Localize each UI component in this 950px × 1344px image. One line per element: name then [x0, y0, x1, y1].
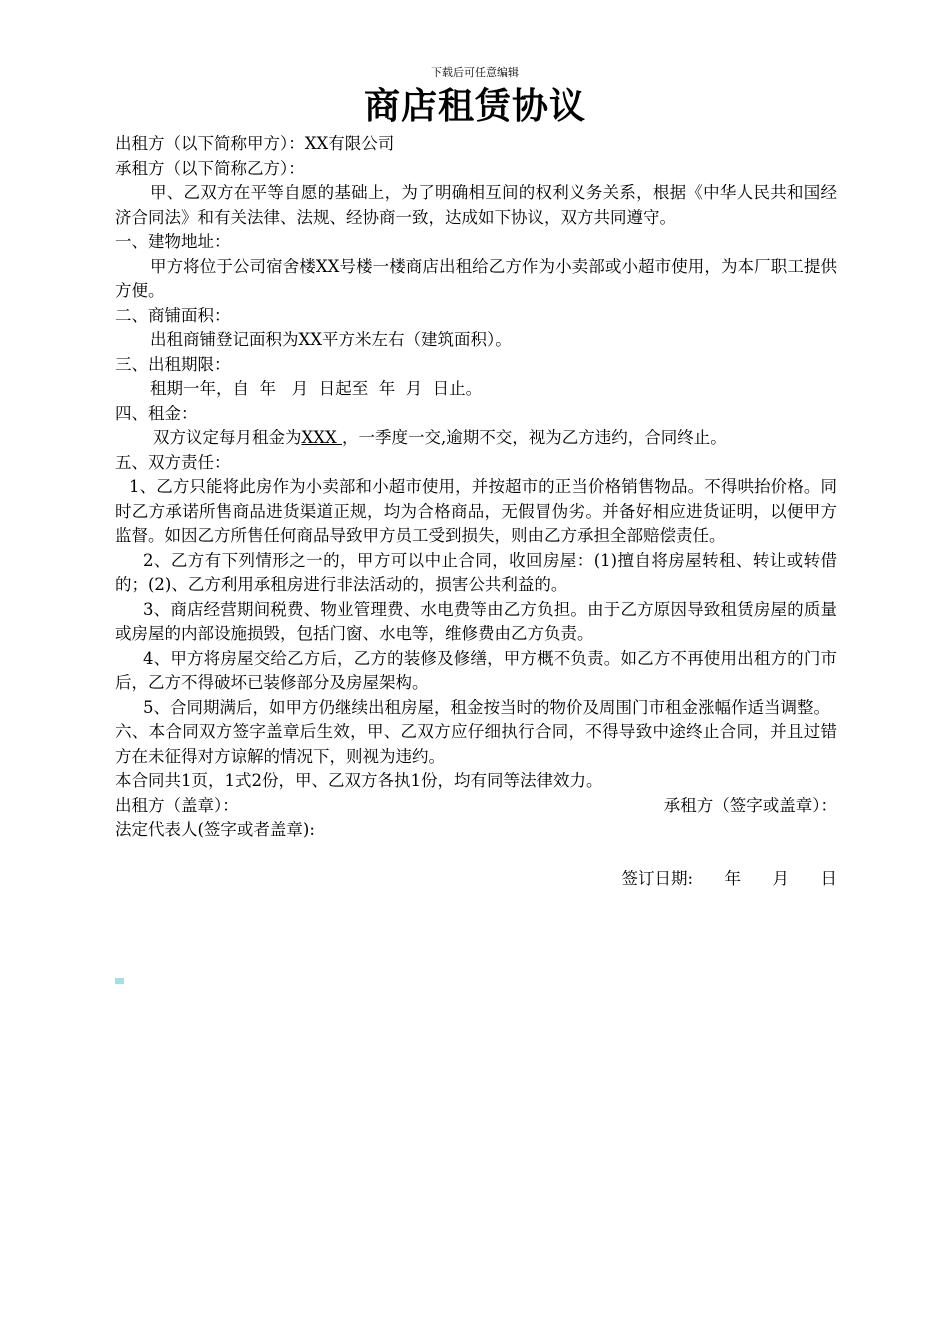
signature-row	[115, 794, 837, 819]
section-1-text: 甲方将位于公司宿舍楼XX号楼一楼商店出租给乙方作为小卖部或小超市使用，为本厂职工提供方便。	[115, 256, 837, 300]
header-note: 下载后可任意编辑	[431, 66, 519, 79]
document-title: 商店租赁协议	[363, 86, 586, 127]
lessee-line: 承租方（以下简称乙方）：	[115, 158, 305, 178]
lessee-seal-label: 承租方（签字或盖章）：	[663, 795, 837, 815]
section-5-item: 5、合同期满后，如甲方仍继续出租房屋，租金按当时的物价及周围门市租金涨幅作适当调整。	[143, 697, 830, 717]
rent-suffix: ，一季度一交,逾期不交，视为乙方违约，合同终止。	[342, 428, 727, 447]
section-5-item: 4、甲方将房屋交给乙方后，乙方的装修及修缮，甲方概不负责。如乙方不再使用出租方的门市后，乙方不得破坏已装修部分及房屋架构。	[115, 648, 837, 692]
section-2-text: 出租商铺登记面积为XX平方米左右（建筑面积）。	[150, 330, 512, 349]
section-5-item: 1、乙方只能将此房作为小卖部和小超市使用，并按超市的正当价格销售物品。不得哄抬价格。同时乙方承诺所售商品进货渠道正规，均为合格商品，无假冒伪劣。并备好相应进货证明，以便甲方监督。如因乙方所售任何商品导致甲方员工受到损失，则由乙方承担全部赔偿责任。	[115, 477, 837, 545]
date-year: 年	[724, 868, 742, 888]
date-label: 签订日期:	[621, 868, 694, 888]
date-month: 月	[772, 868, 790, 888]
section-4-heading: 四、租金：	[115, 403, 198, 423]
rent-prefix: 双方议定每月租金为	[153, 428, 302, 447]
rent-amount: XXX	[301, 428, 342, 447]
date-day: 日	[820, 868, 837, 888]
signing-date-row	[115, 867, 837, 892]
legal-rep-label: 法定代表人(签字或者盖章):	[115, 820, 315, 839]
section-3-text: 租期一年，自 年 月 日起至 年 月 日止。	[150, 379, 483, 398]
section-5-heading: 五、双方责任：	[115, 452, 231, 472]
section-3-heading: 三、出租期限：	[115, 354, 231, 374]
copies-line: 本合同共1页，1式2份，甲、乙双方各执1份，均有同等法律效力。	[115, 771, 603, 790]
lessor-seal-label: 出租方（盖章）：	[115, 795, 239, 815]
preamble-paragraph: 甲、乙双方在平等自愿的基础上，为了明确相互间的权利义务关系，根据《中华人民共和国经济合同法》和有关法律、法规、经协商一致，达成如下协议，双方共同遵守。	[115, 183, 837, 227]
small-marker	[115, 978, 124, 984]
section-5-item: 3、商店经营期间税费、物业管理费、水电费等由乙方负担。由于乙方原因导致租赁房屋的质量或房屋的内部设施损毁，包括门窗、水电等，维修费由乙方负责。	[115, 599, 837, 643]
contract-body	[115, 132, 837, 891]
section-2-heading: 二、商铺面积：	[115, 305, 231, 325]
section-6-text: 六、本合同双方签字盖章后生效，甲、乙双方应仔细执行合同，不得导致中途终止合同，并且过错方在未征得对方谅解的情况下，则视为违约。	[115, 722, 837, 766]
lessor-line: 出租方（以下简称甲方）：XX有限公司	[115, 134, 395, 153]
section-5-item: 2、乙方有下列情形之一的，甲方可以中止合同，收回房屋：(1)擅自将房屋转租、转让或转借的；(2)、乙方利用承租房进行非法活动的，损害公共利益的。	[115, 550, 837, 594]
section-4-text	[115, 426, 837, 451]
section-1-heading: 一、建物地址：	[115, 232, 231, 251]
